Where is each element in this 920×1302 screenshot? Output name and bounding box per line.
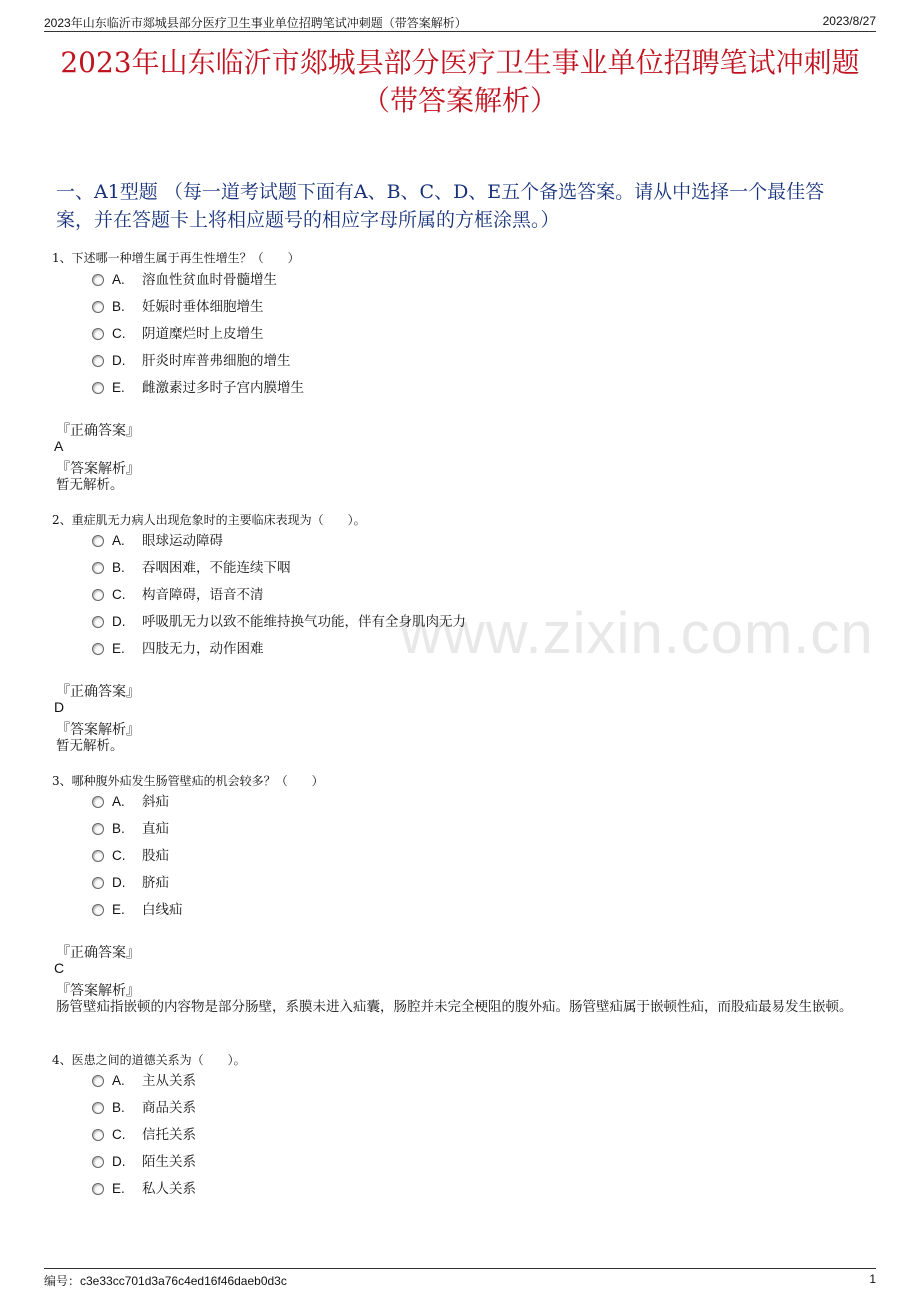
option-c[interactable]: C. 阴道糜烂时上皮增生 — [92, 324, 264, 344]
page-title: 2023年山东临沂市郯城县部分医疗卫生事业单位招聘笔试冲刺题（带答案解析） — [60, 46, 860, 117]
radio-icon[interactable] — [92, 643, 104, 655]
radio-icon[interactable] — [92, 1129, 104, 1141]
question-stem: 2、重症肌无力病人出现危象时的主要临床表现为（ ）。 — [52, 513, 366, 527]
explanation-label: 『答案解析』 — [56, 722, 140, 738]
radio-icon[interactable] — [92, 562, 104, 574]
radio-icon[interactable] — [92, 823, 104, 835]
explanation-text: 肠管壁疝指嵌顿的内容物是部分肠壁，系膜未进入疝囊，肠腔并未完全梗阻的腹外疝。肠管壁疝属于嵌顿性疝，而股疝最易发生嵌顿。 — [56, 999, 853, 1015]
radio-icon[interactable] — [92, 616, 104, 628]
page-number: 1 — [869, 1272, 876, 1286]
option-b[interactable]: B. 直疝 — [92, 819, 169, 839]
correct-answer: D — [54, 699, 65, 715]
radio-icon[interactable] — [92, 1075, 104, 1087]
correct-answer: C — [54, 960, 65, 976]
watermark: www.zixin.com.cn — [400, 601, 874, 666]
radio-icon[interactable] — [92, 1156, 104, 1168]
option-a[interactable]: A. 斜疝 — [92, 792, 169, 812]
option-e[interactable]: E. 私人关系 — [92, 1179, 196, 1199]
radio-icon[interactable] — [92, 355, 104, 367]
option-b[interactable]: B. 商品关系 — [92, 1098, 196, 1118]
document-id: 编号：c3e33cc701d3a76c4ed16f46daeb0d3c — [44, 1274, 287, 1288]
option-b[interactable]: B. 吞咽困难，不能连续下咽 — [92, 558, 291, 578]
radio-icon[interactable] — [92, 589, 104, 601]
option-d[interactable]: D. 呼吸肌无力以致不能维持换气功能，伴有全身肌肉无力 — [92, 612, 466, 632]
option-c[interactable]: C. 构音障碍，语音不清 — [92, 585, 264, 605]
footer-rule — [44, 1268, 876, 1269]
option-a[interactable]: A. 溶血性贫血时骨髓增生 — [92, 270, 277, 290]
option-b[interactable]: B. 妊娠时垂体细胞增生 — [92, 297, 264, 317]
radio-icon[interactable] — [92, 877, 104, 889]
radio-icon[interactable] — [92, 328, 104, 340]
option-e[interactable]: E. 雌激素过多时子宫内膜增生 — [92, 378, 304, 398]
radio-icon[interactable] — [92, 382, 104, 394]
option-c[interactable]: C. 股疝 — [92, 846, 169, 866]
radio-icon[interactable] — [92, 1183, 104, 1195]
explanation-text: 暂无解析。 — [56, 477, 124, 493]
radio-icon[interactable] — [92, 796, 104, 808]
option-a[interactable]: A. 眼球运动障碍 — [92, 531, 223, 551]
radio-icon[interactable] — [92, 1102, 104, 1114]
answer-label: 『正确答案』 — [56, 423, 140, 439]
header-date: 2023/8/27 — [822, 14, 876, 28]
question-stem: 4、医患之间的道德关系为（ ）。 — [52, 1053, 246, 1067]
radio-icon[interactable] — [92, 301, 104, 313]
correct-answer: A — [54, 438, 64, 454]
page-header — [44, 10, 876, 32]
section-heading: 一、A1型题 （每一道考试题下面有A、B、C、D、E五个备选答案。请从中选择一个最佳答案，并在答题卡上将相应题号的相应字母所属的方框涂黑。） — [56, 181, 825, 231]
explanation-label: 『答案解析』 — [56, 461, 140, 477]
header-doc-title: 2023年山东临沂市郯城县部分医疗卫生事业单位招聘笔试冲刺题（带答案解析） — [44, 16, 467, 30]
option-e[interactable]: E. 白线疝 — [92, 900, 183, 920]
radio-icon[interactable] — [92, 850, 104, 862]
option-e[interactable]: E. 四肢无力，动作困难 — [92, 639, 264, 659]
radio-icon[interactable] — [92, 274, 104, 286]
answer-label: 『正确答案』 — [56, 684, 140, 700]
option-a[interactable]: A. 主从关系 — [92, 1071, 196, 1091]
question-stem: 1、下述哪一种增生属于再生性增生？（ ） — [52, 251, 300, 265]
option-c[interactable]: C. 信托关系 — [92, 1125, 196, 1145]
option-d[interactable]: D. 肝炎时库普弗细胞的增生 — [92, 351, 291, 371]
option-d[interactable]: D. 脐疝 — [92, 873, 169, 893]
explanation-text: 暂无解析。 — [56, 738, 124, 754]
answer-label: 『正确答案』 — [56, 945, 140, 961]
radio-icon[interactable] — [92, 904, 104, 916]
explanation-label: 『答案解析』 — [56, 983, 140, 999]
question-stem: 3、哪种腹外疝发生肠管壁疝的机会较多？（ ） — [52, 774, 324, 788]
option-d[interactable]: D. 陌生关系 — [92, 1152, 196, 1172]
radio-icon[interactable] — [92, 535, 104, 547]
header-rule — [44, 31, 876, 32]
